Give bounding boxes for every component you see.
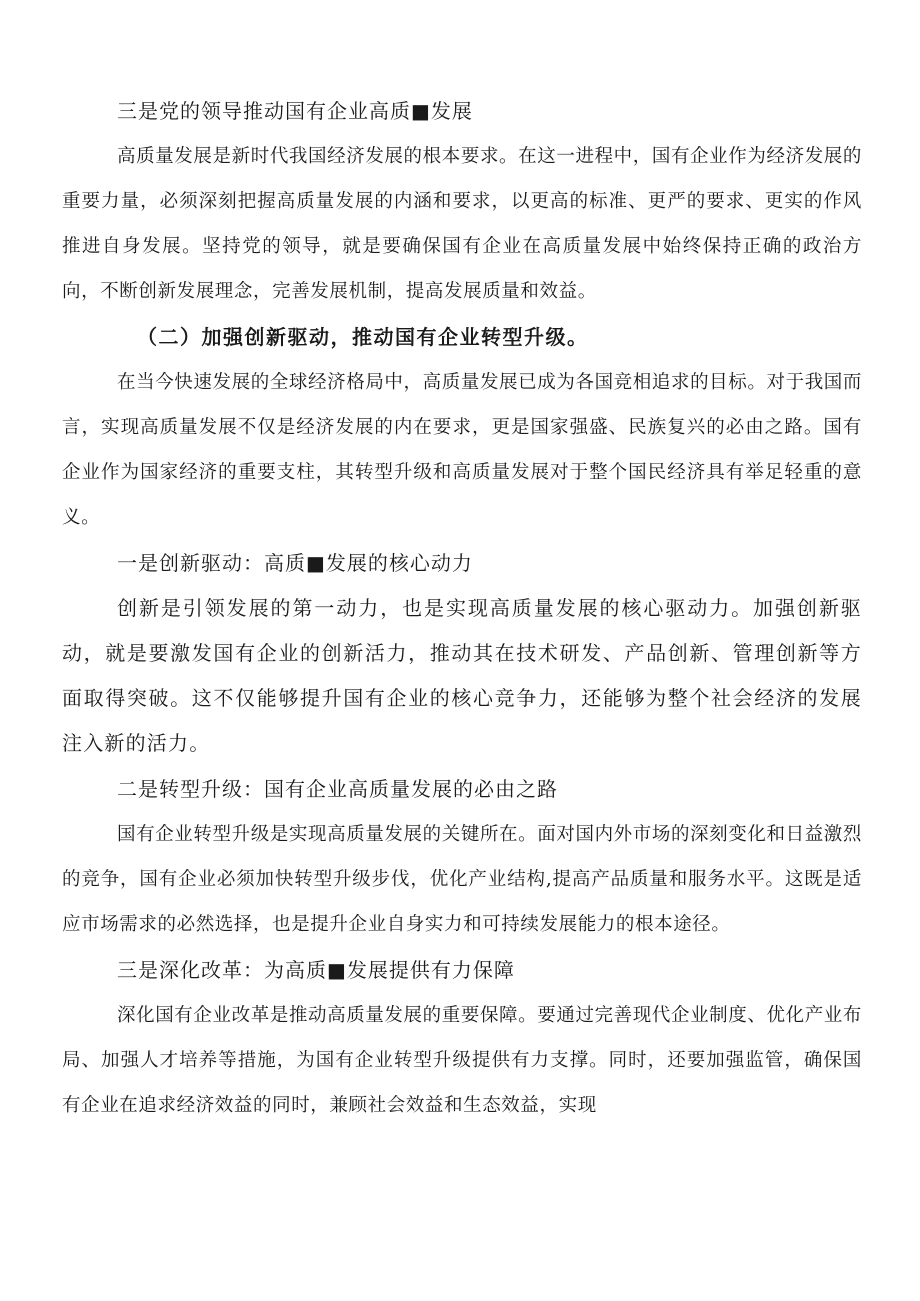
paragraph-global-economy: 在当今快速发展的全球经济格局中，高质量发展已成为各国竞相追求的目标。对于我国而言，实现高质量发展不仅是经济发展的内在要求，更是国家强盛、民族复兴的必由之路。国有企业作为国家经济的重要支柱，其转型升级和高质量发展对于整个国民经济具有举足轻重的意义。: [62, 372, 862, 528]
section-heading-transformation-upgrade: 二是转型升级：国有企业高质量发展的必由之路: [117, 777, 558, 801]
chapter-heading-innovation-transformation: （二）加强创新驱动，推动国有企业转型升级。: [137, 325, 589, 349]
section-heading-deepen-reform: 三是深化改革：为高质■发展提供有力保障: [117, 958, 515, 982]
paragraph-high-quality-development: 高质量发展是新时代我国经济发展的根本要求。在这一进程中，国有企业作为经济发展的重要力量，必须深刻把握高质量发展的内涵和要求，以更高的标准、更严的要求、更实的作风推进自身发展。坚持党的领导，就是要确保国有企业在高质量发展中始终保持正确的政治方向，不断创新发展理念，完善发展机制，提高发展质量和效益。: [62, 146, 862, 302]
section-heading-innovation-driven: 一是创新驱动：高质■发展的核心动力: [117, 551, 473, 575]
section-heading-party-leadership: 三是党的领导推动国有企业高质■发展: [117, 99, 473, 123]
document-body: [62, 88, 862, 1128]
paragraph-reform: 深化国有企业改革是推动高质量发展的重要保障。要通过完善现代企业制度、优化产业布局、加强人才培养等措施，为国有企业转型升级提供有力支撑。同时，还要加强监管，确保国有企业在追求经济效益的同时，兼顾社会效益和生态效益，实现: [62, 1005, 862, 1116]
paragraph-innovation: 创新是引领发展的第一动力，也是实现高质量发展的核心驱动力。加强创新驱动，就是要激发国有企业的创新活力，推动其在技术研发、产品创新、管理创新等方面取得突破。这不仅能够提升国有企业的核心竞争力，还能够为整个社会经济的发展注入新的活力。: [62, 596, 862, 755]
paragraph-transformation: 国有企业转型升级是实现高质量发展的关键所在。面对国内外市场的深刻变化和日益激烈的竞争，国有企业必须加快转型升级步伐，优化产业结构,提高产品质量和服务水平。这既是适应市场需求的必然选择，也是提升企业自身实力和可持续发展能力的根本途径。: [62, 824, 862, 935]
